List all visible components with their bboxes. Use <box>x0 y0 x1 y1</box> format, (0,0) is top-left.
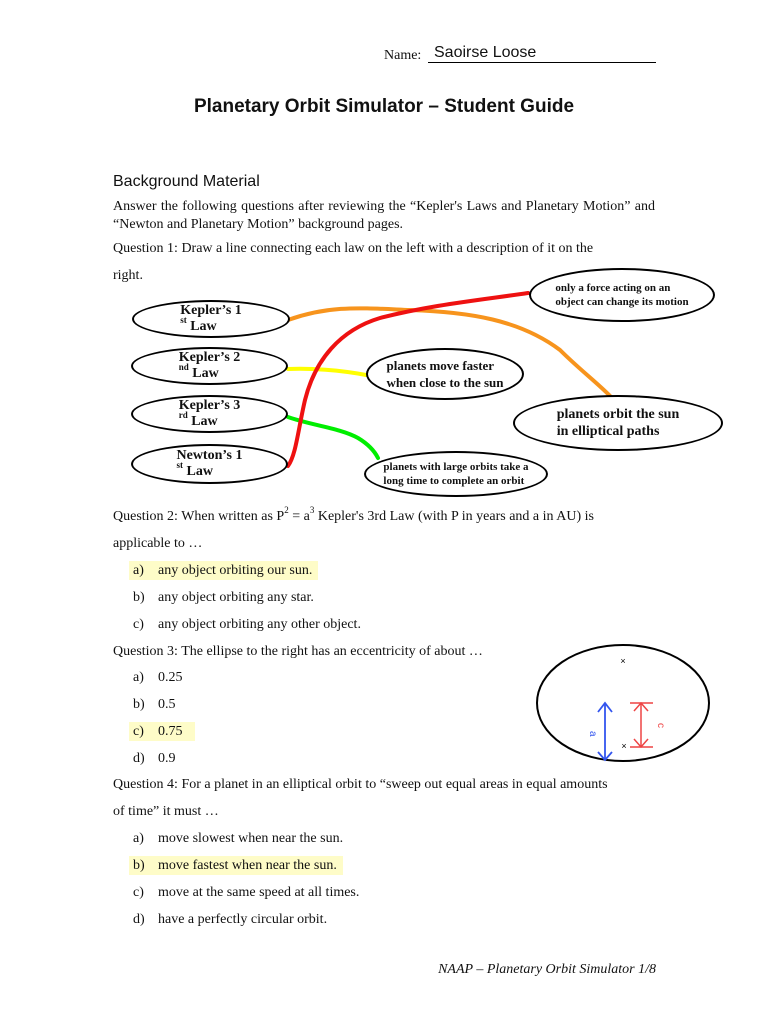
q4-text-line2: of time” it must … <box>113 804 219 819</box>
q4-option-c: c) move at the same speed at all times. <box>133 885 360 900</box>
focus-mark-top: × <box>620 656 626 666</box>
q2-option-a: a) any object orbiting our sun. <box>133 563 318 579</box>
page-footer: NAAP – Planetary Orbit Simulator 1/8 <box>438 962 656 977</box>
focus-mark-bottom: × <box>621 741 627 751</box>
name-label: Name: <box>384 48 422 63</box>
q3-option-d: d) 0.9 <box>133 751 176 766</box>
section-heading: Background Material <box>113 173 260 190</box>
q3-option-b: b) 0.5 <box>133 697 176 712</box>
q4-option-a: a) move slowest when near the sun. <box>133 831 344 846</box>
q3-option-c: c) 0.75 <box>133 724 195 740</box>
law-newton-1: Newton’s 1 $^{st}$ Law <box>131 444 288 484</box>
q2-option-b: b) any object orbiting any star. <box>133 590 314 605</box>
label-c: c <box>655 723 666 728</box>
desc-move-faster: planets move faster when close to the sun <box>366 348 524 400</box>
yellow-connector-line <box>288 369 366 375</box>
desc-force-motion: only a force acting on an object can change its motion <box>529 268 715 322</box>
law-kepler-3: Kepler’s 3 $^{rd}$ Law <box>131 395 288 433</box>
q2-text-line1: Question 2: When written as $P^2 = a^3$ Kepler's 3rd Law (with P in years and a in AU) is <box>113 505 594 524</box>
q4-text-line1: Question 4: For a planet in an elliptical orbit to “sweep out equal areas in equal amounts <box>113 777 608 792</box>
q3-text: Question 3: The ellipse to the right has an eccentricity of about … <box>113 644 483 659</box>
q4-option-b: b) move fastest when near the sun. <box>133 858 343 874</box>
label-a: a <box>587 731 598 737</box>
desc-elliptical-paths: planets orbit the sun in elliptical paths <box>513 395 723 451</box>
q2-option-c: c) any object orbiting any other object. <box>133 617 361 632</box>
intro-paragraph: Answer the following questions after reviewing the “Kepler's Laws and Planetary Motion” and “Newton and Planetary Motion” background pages. <box>113 199 655 232</box>
q4-option-d: d) have a perfectly circular orbit. <box>133 912 328 927</box>
q1-text-line2: right. <box>113 268 143 283</box>
page-title: Planetary Orbit Simulator – Student Guide <box>193 96 575 117</box>
q2-text-line2: applicable to … <box>113 536 203 551</box>
desc-large-orbits: planets with large orbits take a long time to complete an orbit <box>364 451 548 497</box>
law-kepler-2: Kepler’s 2 $^{nd}$ Law <box>131 347 288 385</box>
q1-text-line1: Question 1: Draw a line connecting each law on the left with a description of it on the <box>113 241 594 256</box>
law-kepler-1: Kepler’s 1 $^{st}$ Law <box>132 300 290 338</box>
q3-option-a: a) 0.25 <box>133 670 183 685</box>
name-value: Saoirse Loose <box>434 44 537 61</box>
